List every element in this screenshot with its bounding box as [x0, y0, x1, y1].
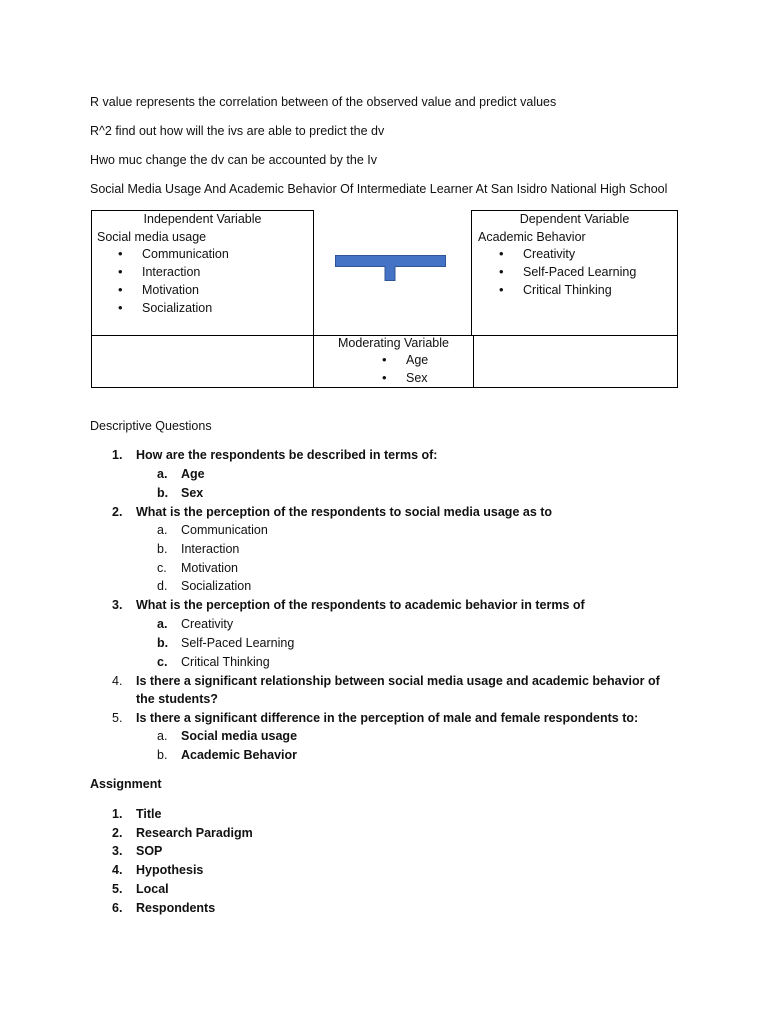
sub-label: c.: [157, 655, 168, 669]
question-2: [112, 503, 552, 521]
list-item: • Critical Thinking: [497, 281, 636, 299]
sub-item: [157, 521, 268, 540]
list-item: • Socialization: [116, 299, 229, 317]
moderating-variable-list: [380, 351, 428, 387]
list-item: • Motivation: [116, 281, 229, 299]
question-number: 1.: [112, 448, 123, 462]
assignment-item: [112, 842, 162, 860]
sub-item: [157, 465, 205, 484]
independent-variable-title: Independent Variable: [143, 212, 262, 226]
question-text: What is the perception of the respondents to social media usage as to: [136, 505, 553, 519]
question-number: 5.: [112, 711, 123, 725]
empty-cell-left: [91, 335, 314, 388]
note-change-dv: Hwo muc change the dv can be accounted by the Iv: [90, 153, 377, 167]
sub-item: [157, 577, 251, 596]
question-text: Is there a significant difference in the perception of male and female respondents to:: [136, 711, 639, 725]
item-number: 6.: [112, 901, 123, 915]
sub-text: Sex: [181, 486, 204, 500]
item-text: Hypothesis: [136, 863, 204, 877]
question-1: [112, 446, 437, 464]
dependent-variable-subtitle: Academic Behavior: [478, 230, 586, 244]
question-5: [112, 709, 638, 727]
sub-text: Critical Thinking: [181, 655, 270, 669]
item-number: 3.: [112, 844, 123, 858]
sub-text: Creativity: [181, 617, 234, 631]
assignment-item: [112, 805, 161, 823]
sub-text: Social media usage: [181, 729, 298, 743]
sub-item: [157, 727, 297, 746]
item-number: 2.: [112, 826, 123, 840]
question-4: [112, 672, 666, 708]
sub-item: [157, 746, 297, 765]
list-item: • Sex: [380, 369, 428, 387]
sub-text: Age: [181, 467, 205, 481]
item-number: 1.: [112, 807, 123, 821]
question-number: 4.: [112, 674, 123, 688]
sub-text: Socialization: [181, 579, 252, 593]
item-number: 5.: [112, 882, 123, 896]
sub-label: a.: [157, 729, 168, 743]
sub-label: a.: [157, 523, 168, 537]
question-number: 3.: [112, 598, 123, 612]
sub-item: [157, 615, 233, 634]
sub-text: Self-Paced Learning: [181, 636, 295, 650]
question-text: How are the respondents be described in terms of:: [136, 448, 438, 462]
item-text: SOP: [136, 844, 163, 858]
item-number: 4.: [112, 863, 123, 877]
moderating-variable-title: Moderating Variable: [338, 336, 449, 350]
empty-cell-right: [473, 335, 678, 388]
sub-text: Motivation: [181, 561, 238, 575]
list-item: • Age: [380, 351, 428, 369]
list-item: • Interaction: [116, 263, 229, 281]
sub-item: [157, 559, 238, 578]
sub-label: b.: [157, 636, 169, 650]
note-r-squared: R^2 find out how will the ivs are able to predict the dv: [90, 124, 385, 138]
list-item: • Self-Paced Learning: [497, 263, 636, 281]
connector-arrow: [334, 254, 448, 284]
sub-label: b.: [157, 542, 168, 556]
item-text: Title: [136, 807, 162, 821]
question-number: 2.: [112, 505, 123, 519]
sub-text: Academic Behavior: [181, 748, 298, 762]
note-r-value: R value represents the correlation between of the observed value and predict values: [90, 95, 557, 109]
dependent-variable-list: [497, 245, 636, 299]
independent-variable-subtitle: Social media usage: [97, 230, 207, 244]
item-text: Respondents: [136, 901, 216, 915]
sub-item: [157, 540, 239, 559]
independent-variable-list: [116, 245, 229, 317]
sub-label: b.: [157, 486, 169, 500]
dependent-variable-title: Dependent Variable: [519, 212, 630, 226]
sub-text: Communication: [181, 523, 268, 537]
question-3: [112, 596, 585, 614]
assignment-item: [112, 899, 215, 917]
list-item: • Creativity: [497, 245, 636, 263]
sub-label: b.: [157, 748, 168, 762]
question-text: What is the perception of the respondents to academic behavior in terms of: [136, 598, 585, 612]
sub-label: a.: [157, 617, 168, 631]
descriptive-questions-heading: Descriptive Questions: [90, 419, 212, 433]
sub-label: c.: [157, 561, 167, 575]
sub-item: [157, 653, 270, 672]
assignment-item: [112, 880, 169, 898]
item-text: Local: [136, 882, 169, 896]
sub-item: [157, 634, 294, 653]
research-title: Social Media Usage And Academic Behavior Of Intermediate Learner At San Isidro National High School: [90, 182, 668, 196]
assignment-item: [112, 861, 203, 879]
question-text: Is there a significant relationship between social media usage and academic behavior of the students?: [136, 674, 660, 706]
list-item: • Communication: [116, 245, 229, 263]
assignment-item: [112, 824, 253, 842]
sub-item: [157, 484, 203, 503]
assignment-heading: Assignment: [90, 777, 162, 791]
sub-text: Interaction: [181, 542, 240, 556]
sub-label: d.: [157, 579, 168, 593]
item-text: Research Paradigm: [136, 826, 253, 840]
sub-label: a.: [157, 467, 168, 481]
